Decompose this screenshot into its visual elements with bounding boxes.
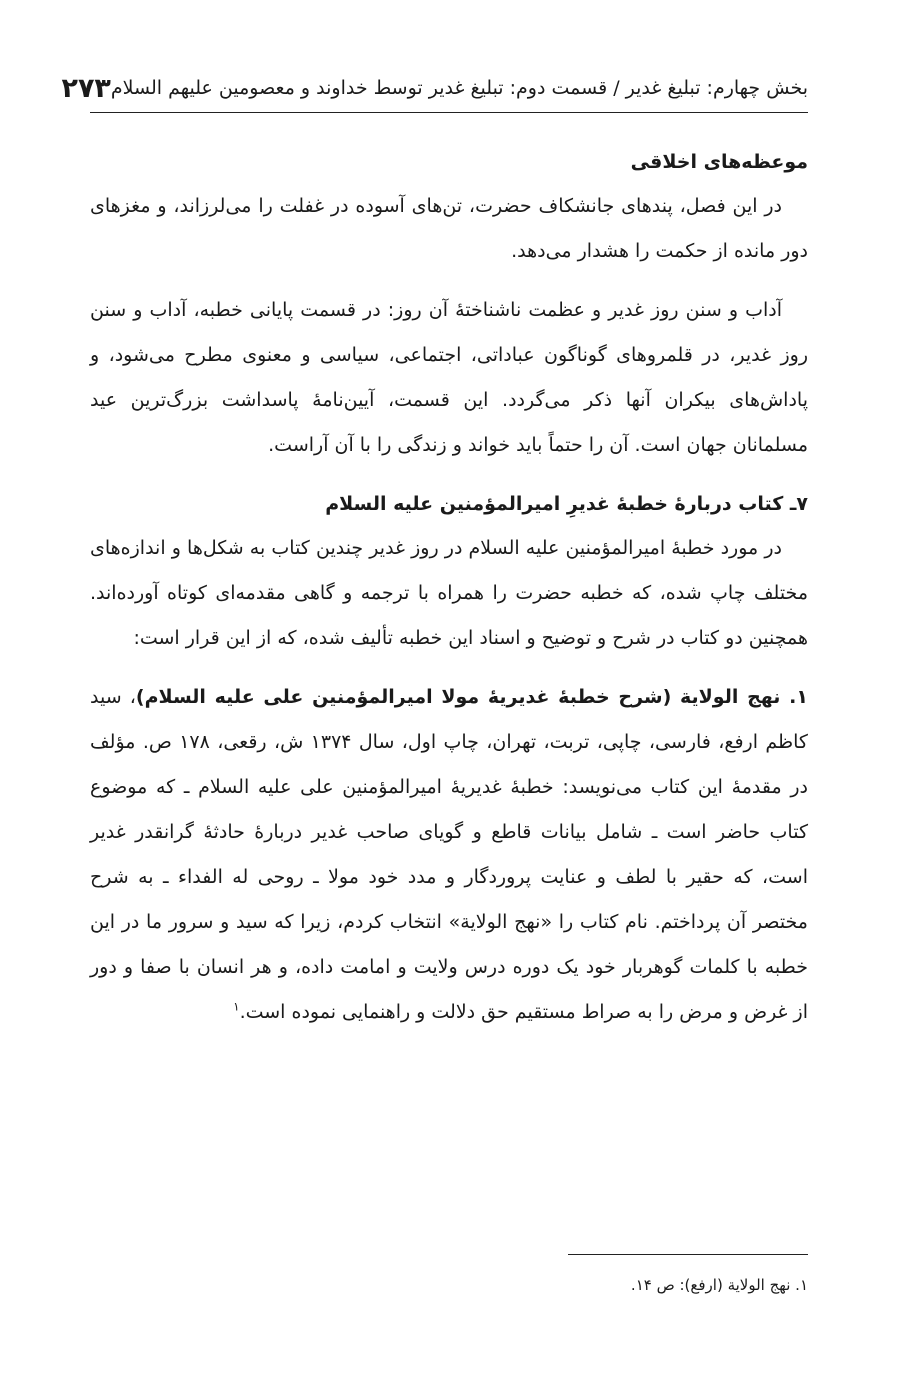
footnote-marker: ۱ — [233, 999, 240, 1014]
paragraph-gap — [90, 468, 808, 482]
book-entry-1 — [90, 675, 808, 1035]
section-heading-books: ۷ـ کتاب دربارهٔ خطبهٔ غدیرِ امیرالمؤمنین علیه السلام — [325, 493, 808, 515]
book-entry-1-text: ، سید کاظم ارفع، فارسی، چاپی، تربت، تهران، چاپ اول، سال ۱۳۷۴ ش، رقعی، ۱۷۸ ص. مؤلف در مقدمهٔ این کتاب می‌نویسد: خطبهٔ غدیریهٔ امیرالمؤمنین علی علیه السلام ـ که موضوع کتاب حاضر است ـ شامل بیانات قاطع و گویای صاحب غدیر دربارهٔ حادثهٔ گرانقدر غدیر است، که حقیر با لطف و عنایت پروردگار و مدد خود مولا ـ روحی له الفداء ـ به شرح مختصر آن پرداختم. نام کتاب را «نهج الولایة» انتخاب کردم، زیرا که سید و سرور ما در این خطبه با کلمات گوهربار خود یک دوره درس ولایت و امامت داده، و هر انسان با صفا و دور از غرض و مرض را به صراط مستقیم حق دلالت و راهنمایی نموده است. — [90, 686, 808, 1023]
footnote-text: ۱. نهج الولایة (ارفع): ص ۱۴. — [630, 1276, 808, 1294]
paragraph-gap — [90, 661, 808, 675]
paragraph-books-intro: در مورد خطبهٔ امیرالمؤمنین علیه السلام در روز غدیر چندین کتاب به شکل‌ها و اندازه‌های مختلف چاپ شده، که خطبه حضرت را همراه با ترجمه و گاهی مقدمه‌ای کوتاه آورده‌اند. همچنین دو کتاب در شرح و توضیح و اسناد این خطبه تألیف شده، که از این قرار است: — [90, 537, 808, 649]
paragraph-gap — [90, 274, 808, 288]
page-number: ۲۷۳ — [61, 72, 111, 104]
book-page — [61, 0, 808, 1390]
running-header — [61, 64, 808, 113]
paragraph-ethics-intro: در این فصل، پندهای جانشکاف حضرت، تن‌های آسوده در غفلت را می‌لرزاند، و مغزهای دور مانده از حکمت را هشدار می‌دهد. — [90, 195, 808, 262]
paragraph-ghadir-customs: آداب و سنن روز غدیر و عظمت ناشناختهٔ آن روز: در قسمت پایانی خطبه، آداب و سنن روز غدیر، در قلمروهای گوناگون عباداتی، اجتماعی، سیاسی و معنوی مطرح می‌شود، و پاداش‌های بیکران آنها ذکر می‌گردد. این قسمت، آیین‌نامهٔ پاسداشت بزرگ‌ترین عید مسلمانان جهان است. آن را حتماً باید خواند و زندگی را با آن آراست. — [90, 299, 808, 456]
book-entry-1-title: ۱. نهج الولایة (شرح خطبهٔ غدیریهٔ مولا امیرالمؤمنین علی علیه السلام) — [135, 686, 808, 708]
running-title: بخش چهارم: تبلیغ غدیر / قسمت دوم: تبلیغ غدیر توسط خداوند و معصومین علیهم السلام — [110, 77, 808, 99]
page-body — [90, 140, 808, 1035]
section-heading-ethics: موعظه‌های اخلاقی — [630, 151, 808, 173]
footnote-divider — [568, 1254, 808, 1255]
